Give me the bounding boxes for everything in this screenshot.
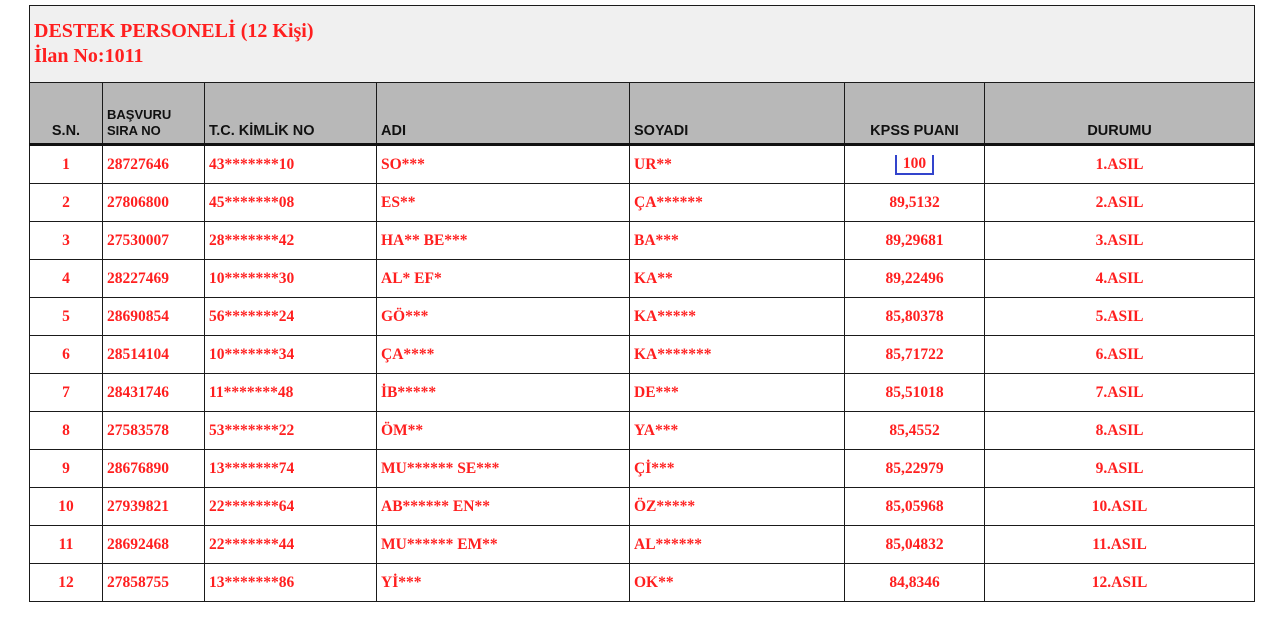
cell-soyadi: UR**: [630, 145, 845, 184]
cell-sn: 8: [30, 412, 103, 450]
col-header-soyadi: SOYADI: [630, 83, 845, 145]
cell-durumu: 10.ASIL: [985, 488, 1255, 526]
header-row: [30, 83, 1255, 145]
table-row: [30, 184, 1255, 222]
table-title-cell: [30, 6, 1255, 83]
col-header-durumu: DURUMU: [985, 83, 1255, 145]
cell-basvuru: 28514104: [103, 336, 205, 374]
cell-basvuru: 28431746: [103, 374, 205, 412]
cell-adi: HA** BE***: [377, 222, 630, 260]
cell-tc: 13*******86: [205, 564, 377, 602]
cell-kpss: 85,71722: [845, 336, 985, 374]
cell-durumu: 1.ASIL: [985, 145, 1255, 184]
cell-kpss-boxed-value: 100: [895, 155, 934, 175]
cell-durumu: 3.ASIL: [985, 222, 1255, 260]
table-body: [30, 145, 1255, 602]
cell-tc: 22*******64: [205, 488, 377, 526]
cell-soyadi: Çİ***: [630, 450, 845, 488]
table-row: [30, 450, 1255, 488]
cell-soyadi: ÇA******: [630, 184, 845, 222]
col-header-tc: T.C. KİMLİK NO: [205, 83, 377, 145]
cell-soyadi: KA*******: [630, 336, 845, 374]
col-header-basvuru-line1: BAŞVURU: [107, 107, 172, 122]
cell-durumu: 8.ASIL: [985, 412, 1255, 450]
cell-kpss: 89,22496: [845, 260, 985, 298]
cell-adi: MU****** SE***: [377, 450, 630, 488]
cell-basvuru: 28676890: [103, 450, 205, 488]
cell-adi: GÖ***: [377, 298, 630, 336]
cell-adi: AL* EF*: [377, 260, 630, 298]
cell-kpss: 89,5132: [845, 184, 985, 222]
cell-adi: ES**: [377, 184, 630, 222]
cell-basvuru: 28227469: [103, 260, 205, 298]
cell-basvuru: 28692468: [103, 526, 205, 564]
table-title: DESTEK PERSONELİ (12 Kişi): [34, 20, 314, 42]
cell-sn: 2: [30, 184, 103, 222]
cell-sn: 4: [30, 260, 103, 298]
cell-tc: 10*******30: [205, 260, 377, 298]
cell-basvuru: 27858755: [103, 564, 205, 602]
cell-tc: 45*******08: [205, 184, 377, 222]
table-row: [30, 374, 1255, 412]
cell-sn: 1: [30, 145, 103, 184]
cell-tc: 53*******22: [205, 412, 377, 450]
cell-tc: 56*******24: [205, 298, 377, 336]
cell-durumu: 6.ASIL: [985, 336, 1255, 374]
cell-adi: MU****** EM**: [377, 526, 630, 564]
cell-basvuru: 28690854: [103, 298, 205, 336]
cell-sn: 10: [30, 488, 103, 526]
col-header-sn: S.N.: [30, 83, 103, 145]
cell-tc: 22*******44: [205, 526, 377, 564]
cell-sn: 7: [30, 374, 103, 412]
col-header-adi: ADI: [377, 83, 630, 145]
cell-basvuru: 27939821: [103, 488, 205, 526]
cell-adi: Yİ***: [377, 564, 630, 602]
cell-tc: 10*******34: [205, 336, 377, 374]
cell-basvuru: 27806800: [103, 184, 205, 222]
cell-kpss: 85,04832: [845, 526, 985, 564]
cell-adi: SO***: [377, 145, 630, 184]
cell-soyadi: BA***: [630, 222, 845, 260]
cell-durumu: 11.ASIL: [985, 526, 1255, 564]
table-row: [30, 564, 1255, 602]
cell-soyadi: KA**: [630, 260, 845, 298]
cell-tc: 28*******42: [205, 222, 377, 260]
cell-kpss: 85,4552: [845, 412, 985, 450]
cell-soyadi: YA***: [630, 412, 845, 450]
cell-soyadi: AL******: [630, 526, 845, 564]
cell-adi: AB****** EN**: [377, 488, 630, 526]
table-row: [30, 336, 1255, 374]
cell-sn: 5: [30, 298, 103, 336]
cell-kpss: 84,8346: [845, 564, 985, 602]
table-row: [30, 526, 1255, 564]
cell-sn: 11: [30, 526, 103, 564]
cell-durumu: 4.ASIL: [985, 260, 1255, 298]
table-row: [30, 298, 1255, 336]
cell-kpss: 85,80378: [845, 298, 985, 336]
results-table: [29, 5, 1255, 602]
col-header-basvuru-line2: SIRA NO: [107, 123, 161, 138]
cell-durumu: 2.ASIL: [985, 184, 1255, 222]
cell-sn: 3: [30, 222, 103, 260]
cell-durumu: 5.ASIL: [985, 298, 1255, 336]
title-row: [30, 6, 1255, 83]
cell-tc: 43*******10: [205, 145, 377, 184]
cell-adi: ÇA****: [377, 336, 630, 374]
table-row: [30, 488, 1255, 526]
cell-sn: 9: [30, 450, 103, 488]
cell-durumu: 7.ASIL: [985, 374, 1255, 412]
cell-kpss: 85,22979: [845, 450, 985, 488]
cell-basvuru: 27530007: [103, 222, 205, 260]
cell-kpss: 85,05968: [845, 488, 985, 526]
cell-kpss: 85,51018: [845, 374, 985, 412]
cell-soyadi: ÖZ*****: [630, 488, 845, 526]
table-row: [30, 222, 1255, 260]
announcement-number: İlan No:1011: [34, 45, 144, 67]
col-header-basvuru: [103, 83, 205, 145]
table-row: [30, 145, 1255, 184]
cell-sn: 12: [30, 564, 103, 602]
cell-durumu: 9.ASIL: [985, 450, 1255, 488]
cell-soyadi: DE***: [630, 374, 845, 412]
cell-kpss: 89,29681: [845, 222, 985, 260]
cell-basvuru: 27583578: [103, 412, 205, 450]
cell-tc: 11*******48: [205, 374, 377, 412]
cell-tc: 13*******74: [205, 450, 377, 488]
cell-basvuru: 28727646: [103, 145, 205, 184]
cell-soyadi: KA*****: [630, 298, 845, 336]
table-row: [30, 260, 1255, 298]
col-header-kpss: KPSS PUANI: [845, 83, 985, 145]
cell-adi: ÖM**: [377, 412, 630, 450]
cell-durumu: 12.ASIL: [985, 564, 1255, 602]
cell-adi: İB*****: [377, 374, 630, 412]
cell-soyadi: OK**: [630, 564, 845, 602]
cell-kpss: [845, 145, 985, 184]
cell-sn: 6: [30, 336, 103, 374]
table-row: [30, 412, 1255, 450]
